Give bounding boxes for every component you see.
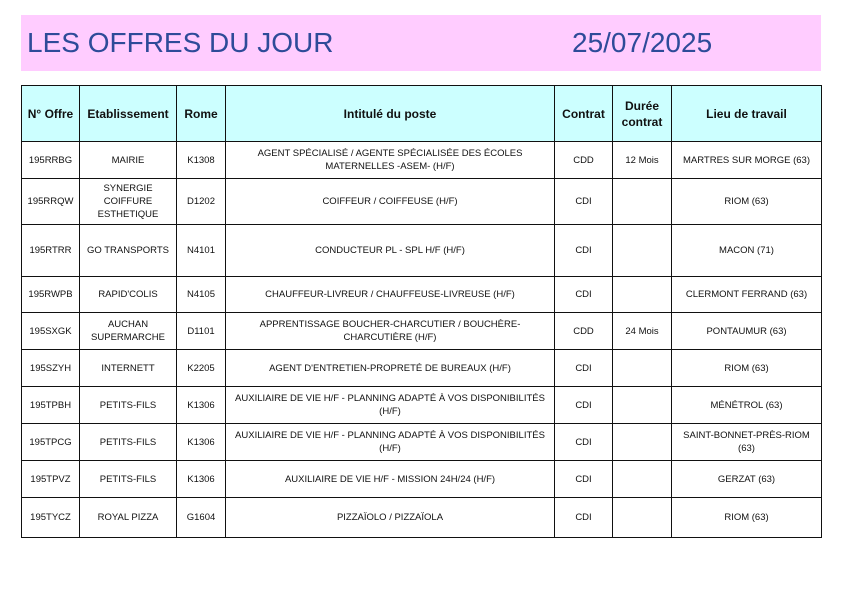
cell-intitule: COIFFEUR / COIFFEUSE (H/F) bbox=[226, 179, 555, 225]
table-row bbox=[22, 424, 822, 461]
table-row bbox=[22, 498, 822, 538]
cell-contrat: CDI bbox=[555, 498, 613, 538]
cell-contrat: CDI bbox=[555, 387, 613, 424]
table-row bbox=[22, 142, 822, 179]
cell-rome: K1308 bbox=[177, 142, 226, 179]
cell-rome: D1101 bbox=[177, 313, 226, 350]
cell-lieu: MARTRES SUR MORGE (63) bbox=[672, 142, 822, 179]
cell-contrat: CDD bbox=[555, 142, 613, 179]
cell-etablissement: AUCHAN SUPERMARCHE bbox=[80, 313, 177, 350]
cell-lieu: PONTAUMUR (63) bbox=[672, 313, 822, 350]
cell-lieu: GERZAT (63) bbox=[672, 461, 822, 498]
cell-intitule: AUXILIAIRE DE VIE H/F - PLANNING ADAPTÉ À VOS DISPONIBILITÉS (H/F) bbox=[226, 424, 555, 461]
cell-contrat: CDI bbox=[555, 277, 613, 313]
cell-rome: K1306 bbox=[177, 387, 226, 424]
cell-etablissement: ROYAL PIZZA bbox=[80, 498, 177, 538]
cell-etablissement: INTERNETT bbox=[80, 350, 177, 387]
cell-contrat: CDD bbox=[555, 313, 613, 350]
page-header bbox=[21, 15, 821, 71]
cell-duree bbox=[613, 424, 672, 461]
cell-offre: 195RTRR bbox=[22, 225, 80, 277]
cell-etablissement: MAIRIE bbox=[80, 142, 177, 179]
table-header-row bbox=[22, 86, 822, 142]
cell-etablissement: PETITS-FILS bbox=[80, 461, 177, 498]
table-row bbox=[22, 179, 822, 225]
cell-intitule: PIZZAÏOLO / PIZZAÏOLA bbox=[226, 498, 555, 538]
cell-etablissement: PETITS-FILS bbox=[80, 424, 177, 461]
cell-intitule: AUXILIAIRE DE VIE H/F - MISSION 24H/24 (H/F) bbox=[226, 461, 555, 498]
cell-intitule: CONDUCTEUR PL - SPL H/F (H/F) bbox=[226, 225, 555, 277]
cell-rome: G1604 bbox=[177, 498, 226, 538]
cell-lieu: RIOM (63) bbox=[672, 179, 822, 225]
cell-rome: N4101 bbox=[177, 225, 226, 277]
column-header-intitule: Intitulé du poste bbox=[226, 86, 555, 142]
cell-duree: 24 Mois bbox=[613, 313, 672, 350]
cell-lieu: RIOM (63) bbox=[672, 498, 822, 538]
page-title: LES OFFRES DU JOUR bbox=[27, 27, 334, 58]
cell-offre: 195RWPB bbox=[22, 277, 80, 313]
offers-table bbox=[21, 85, 822, 538]
cell-etablissement: SYNERGIE COIFFURE ESTHETIQUE bbox=[80, 179, 177, 225]
cell-duree bbox=[613, 179, 672, 225]
cell-duree bbox=[613, 498, 672, 538]
cell-contrat: CDI bbox=[555, 424, 613, 461]
column-header-duree: Durée contrat bbox=[613, 86, 672, 142]
cell-lieu: MACON (71) bbox=[672, 225, 822, 277]
table-row bbox=[22, 461, 822, 498]
cell-offre: 195RRBG bbox=[22, 142, 80, 179]
table-row bbox=[22, 350, 822, 387]
table-row bbox=[22, 387, 822, 424]
cell-duree bbox=[613, 277, 672, 313]
column-header-contrat: Contrat bbox=[555, 86, 613, 142]
cell-duree bbox=[613, 225, 672, 277]
cell-lieu: RIOM (63) bbox=[672, 350, 822, 387]
cell-intitule: AUXILIAIRE DE VIE H/F - PLANNING ADAPTÉ À VOS DISPONIBILITÉS (H/F) bbox=[226, 387, 555, 424]
cell-contrat: CDI bbox=[555, 179, 613, 225]
cell-offre: 195RRQW bbox=[22, 179, 80, 225]
cell-offre: 195TPVZ bbox=[22, 461, 80, 498]
cell-contrat: CDI bbox=[555, 225, 613, 277]
cell-intitule: AGENT D'ENTRETIEN-PROPRETÉ DE BUREAUX (H/F) bbox=[226, 350, 555, 387]
column-header-etablissement: Etablissement bbox=[80, 86, 177, 142]
column-header-offre: N° Offre bbox=[22, 86, 80, 142]
cell-rome: K1306 bbox=[177, 461, 226, 498]
cell-offre: 195TYCZ bbox=[22, 498, 80, 538]
column-header-lieu: Lieu de travail bbox=[672, 86, 822, 142]
cell-rome: N4105 bbox=[177, 277, 226, 313]
cell-offre: 195SZYH bbox=[22, 350, 80, 387]
cell-offre: 195TPCG bbox=[22, 424, 80, 461]
cell-offre: 195SXGK bbox=[22, 313, 80, 350]
cell-contrat: CDI bbox=[555, 350, 613, 387]
cell-rome: D1202 bbox=[177, 179, 226, 225]
table-row bbox=[22, 225, 822, 277]
cell-intitule: APPRENTISSAGE BOUCHER-CHARCUTIER / BOUCHÈRE-CHARCUTIÈRE (H/F) bbox=[226, 313, 555, 350]
table-row bbox=[22, 277, 822, 313]
cell-rome: K2205 bbox=[177, 350, 226, 387]
cell-duree: 12 Mois bbox=[613, 142, 672, 179]
cell-intitule: AGENT SPÉCIALISÉ / AGENTE SPÉCIALISÉE DES ÉCOLES MATERNELLES -ASEM- (H/F) bbox=[226, 142, 555, 179]
cell-lieu: SAINT-BONNET-PRÈS-RIOM (63) bbox=[672, 424, 822, 461]
table-row bbox=[22, 313, 822, 350]
cell-contrat: CDI bbox=[555, 461, 613, 498]
cell-etablissement: PETITS-FILS bbox=[80, 387, 177, 424]
cell-intitule: CHAUFFEUR-LIVREUR / CHAUFFEUSE-LIVREUSE (H/F) bbox=[226, 277, 555, 313]
cell-rome: K1306 bbox=[177, 424, 226, 461]
cell-lieu: CLERMONT FERRAND (63) bbox=[672, 277, 822, 313]
cell-etablissement: GO TRANSPORTS bbox=[80, 225, 177, 277]
cell-lieu: MÉNÉTROL (63) bbox=[672, 387, 822, 424]
cell-duree bbox=[613, 387, 672, 424]
cell-duree bbox=[613, 350, 672, 387]
page-date: 25/07/2025 bbox=[572, 27, 713, 58]
cell-offre: 195TPBH bbox=[22, 387, 80, 424]
cell-etablissement: RAPID'COLIS bbox=[80, 277, 177, 313]
column-header-rome: Rome bbox=[177, 86, 226, 142]
cell-duree bbox=[613, 461, 672, 498]
